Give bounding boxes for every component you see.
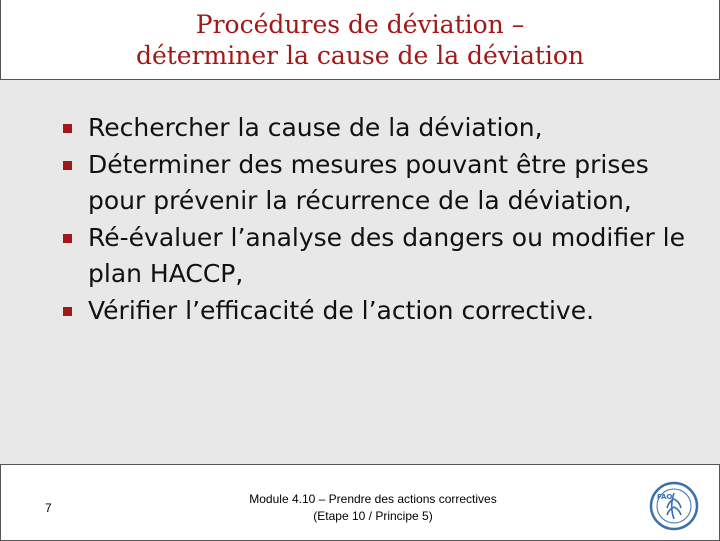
- bullet-text: Ré-évaluer l’analyse des dangers ou modifier le plan HACCP,: [88, 222, 685, 288]
- footer-line-2: (Etape 10 / Principe 5): [313, 509, 433, 523]
- square-bullet-icon: [63, 124, 72, 133]
- bullet-text: Déterminer des mesures pouvant être prises pour prévenir la récurrence de la déviation,: [88, 149, 649, 215]
- slide-title-box: [0, 0, 720, 80]
- bullet-text: Rechercher la cause de la déviation,: [88, 113, 543, 142]
- bullet-item: [60, 147, 710, 220]
- bullet-item: [60, 220, 710, 293]
- square-bullet-icon: [63, 161, 72, 170]
- slide-body: [0, 80, 720, 464]
- slide-title-line-2: déterminer la cause de la déviation: [135, 40, 585, 70]
- bullet-item: [60, 110, 710, 147]
- slide-title-line-1: Procédures de déviation –: [195, 9, 525, 39]
- bullet-list: [60, 110, 710, 329]
- fao-logo-icon: [649, 481, 699, 531]
- slide-footer: [0, 464, 720, 541]
- bullet-item: [60, 293, 710, 330]
- bullet-text: Vérifier l’efficacité de l’action corrective.: [88, 295, 595, 325]
- square-bullet-icon: [63, 234, 72, 243]
- footer-line-1: Module 4.10 – Prendre des actions correctives: [249, 492, 497, 506]
- square-bullet-icon: [63, 307, 72, 316]
- logo-text: FAO: [657, 493, 673, 501]
- page-number: 7: [45, 501, 52, 515]
- footer-caption: [223, 491, 523, 525]
